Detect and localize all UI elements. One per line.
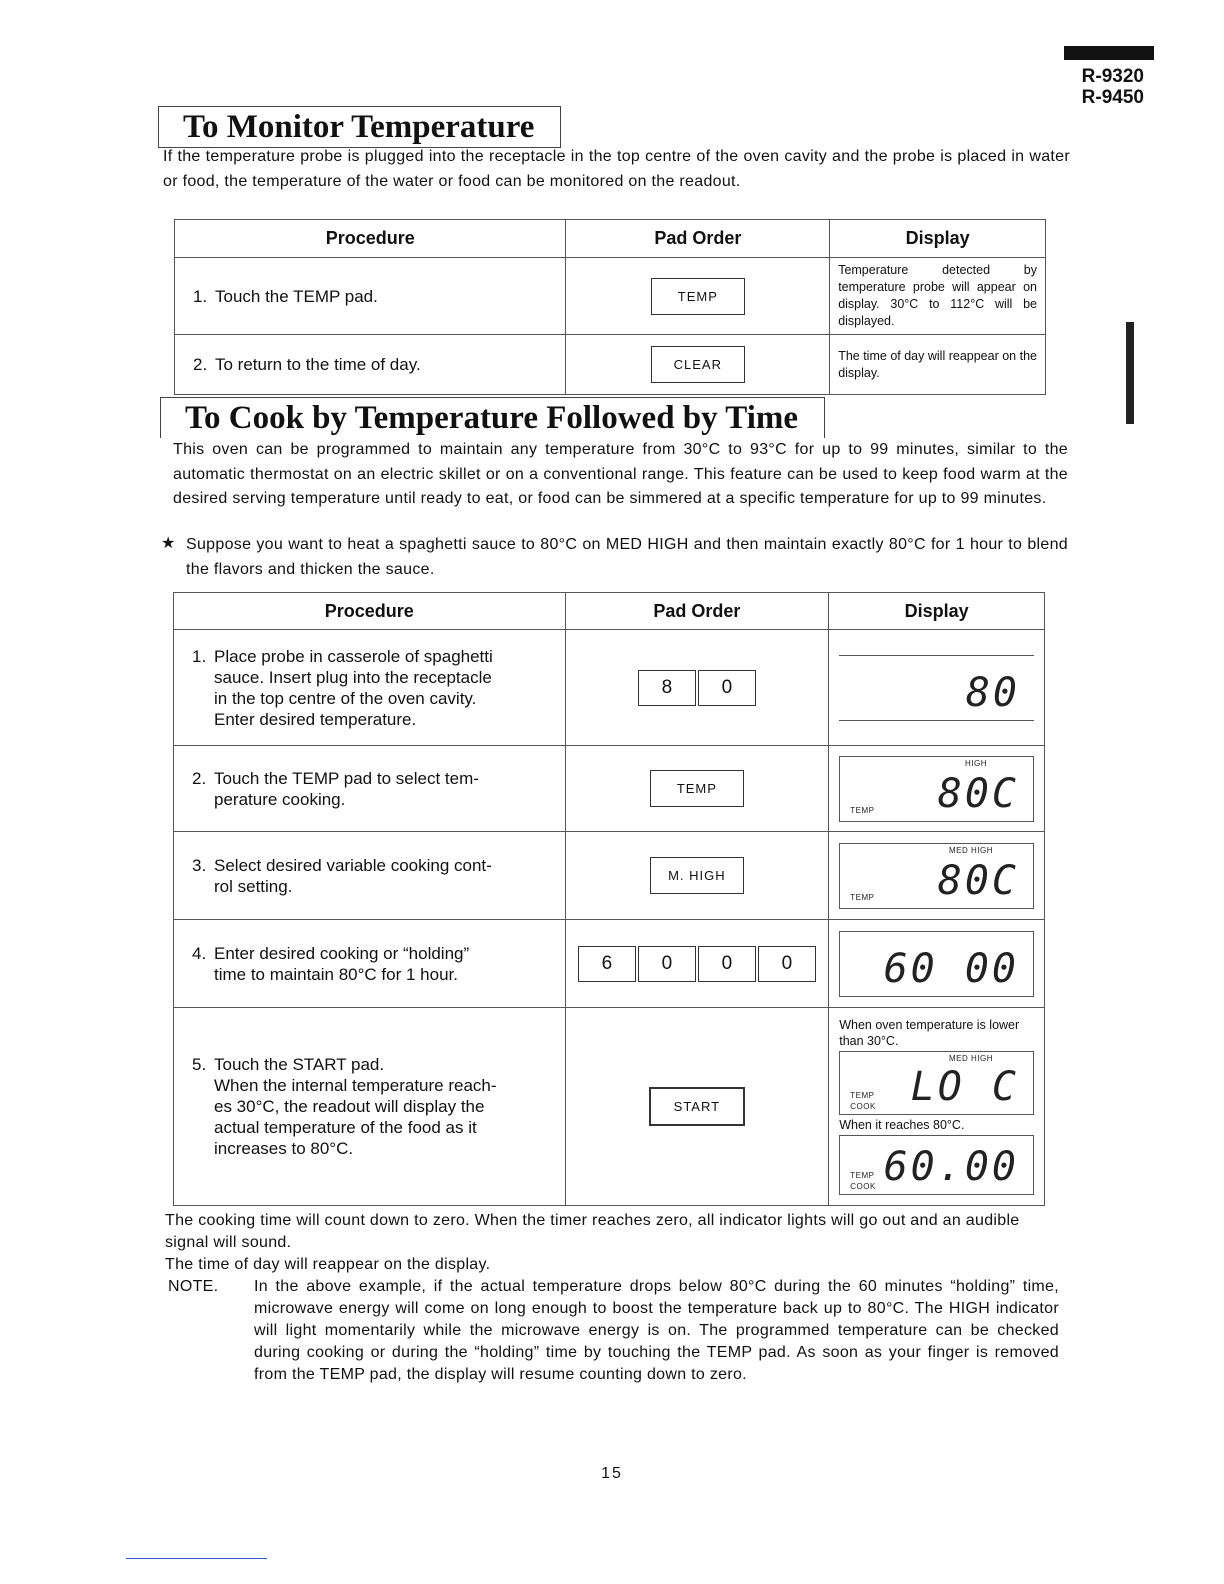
number-pad-0[interactable]: 0 — [698, 946, 756, 982]
monitor-temperature-table — [174, 219, 1046, 395]
table-row — [175, 258, 1046, 335]
lcd-display — [839, 931, 1034, 997]
display-description: The time of day will reappear on the display. — [830, 335, 1046, 395]
step-text: To return to the time of day. — [215, 355, 421, 374]
start-pad[interactable]: START — [649, 1087, 745, 1126]
lcd-display-lo — [839, 1051, 1034, 1115]
lcd-readout: 60 00 — [883, 945, 1019, 992]
display-caption-at-80: When it reaches 80°C. — [839, 1117, 965, 1132]
side-thumb-mark — [1126, 322, 1134, 424]
header-black-bar — [1064, 46, 1154, 60]
lcd-display — [839, 843, 1034, 909]
time-of-day-paragraph: The time of day will reappear on the display. — [165, 1256, 491, 1273]
table-row — [174, 630, 1045, 746]
lcd-display — [839, 655, 1034, 721]
lcd-display — [839, 756, 1034, 822]
note-label: NOTE. — [168, 1278, 219, 1295]
step-text: es 30°C, the readout will display the — [214, 1097, 485, 1116]
lcd-readout: LO C — [910, 1063, 1019, 1110]
table-row — [174, 920, 1045, 1008]
lcd-readout: 80C — [937, 857, 1019, 904]
step-text: Touch the START pad. — [214, 1055, 385, 1074]
table-row — [174, 746, 1045, 832]
model-number-1: R-9320 — [1081, 66, 1144, 87]
display-description: Temperature detected by temperature probe will appear on display. 30°C to 112°C will be displayed. — [830, 258, 1046, 335]
step-number: 1. — [193, 286, 208, 306]
col-procedure: Procedure — [174, 593, 566, 630]
lcd-display-counting — [839, 1135, 1034, 1195]
section2-intro: This oven can be programmed to maintain any temperature from 30°C to 93°C for up to 99 minutes, similar to the automatic thermostat on an electric skillet or on a conventional range. This feature can be used to keep food warm at the desired serving temperature until ready to eat, or food can be simmered at a specific temperature for up to 99 minutes. — [173, 441, 1068, 507]
number-pad-0[interactable]: 0 — [698, 670, 756, 706]
col-procedure: Procedure — [175, 220, 566, 258]
section-title-cook-by-temperature: To Cook by Temperature Followed by Time — [160, 397, 825, 438]
med-high-indicator: MED HIGH — [949, 1053, 993, 1063]
med-high-indicator: MED HIGH — [949, 845, 993, 855]
table-row — [174, 1008, 1045, 1206]
page-number: 15 — [601, 1465, 623, 1482]
note-body: In the above example, if the actual temperature drops below 80°C during the 60 minutes “holding” time, microwave energy will come on long enough to boost the temperature back up to 80°C. The HIGH indicator will light momentarily while the microwave energy is on. The programmed temperature can be checked during cooking or during the “holding” time by touching the TEMP pad. As soon as your finger is removed from the TEMP pad, the display will resume counting down to zero. — [254, 1278, 1059, 1383]
col-pad-order: Pad Order — [566, 220, 830, 258]
lcd-readout: 80 — [965, 669, 1020, 716]
step-text: Touch the TEMP pad. — [215, 286, 378, 306]
example-text: Suppose you want to heat a spaghetti sauce to 80°C on MED HIGH and then maintain exactly 80°C for 1 hour to blend the flavors and thicken the sauce. — [186, 536, 1068, 578]
clear-pad[interactable]: CLEAR — [651, 346, 745, 383]
lcd-readout: 60.00 — [883, 1143, 1019, 1190]
step-number: 4. — [192, 943, 207, 963]
step-number: 2. — [193, 355, 208, 374]
model-number-2: R-9450 — [1081, 87, 1144, 108]
cook-indicator: COOK — [850, 1181, 876, 1191]
number-pad-8[interactable]: 8 — [638, 670, 696, 706]
temp-pad[interactable]: TEMP — [650, 770, 744, 807]
footer-line — [126, 1558, 267, 1559]
step-text: Enter desired temperature. — [214, 709, 417, 729]
step-text: Enter desired cooking or “holding” — [214, 943, 470, 963]
col-display: Display — [830, 220, 1046, 258]
temp-indicator: TEMP — [850, 1090, 875, 1100]
step-text: sauce. Insert plug into the receptacle — [214, 667, 492, 687]
step-number: 3. — [192, 855, 207, 875]
step-text: increases to 80°C. — [214, 1139, 354, 1158]
col-display: Display — [829, 593, 1045, 630]
temp-indicator: TEMP — [850, 892, 875, 902]
temp-pad[interactable]: TEMP — [651, 278, 745, 315]
number-pad-0[interactable]: 0 — [758, 946, 816, 982]
step-text: rol setting. — [214, 876, 293, 896]
step-text: When the internal temperature reach- — [214, 1076, 497, 1095]
cook-indicator: COOK — [850, 1101, 876, 1111]
step-text: in the top centre of the oven cavity. — [214, 688, 477, 708]
lcd-readout: 80C — [937, 770, 1019, 817]
number-pad-6[interactable]: 6 — [578, 946, 636, 982]
section-title-monitor-temperature: To Monitor Temperature — [158, 106, 561, 148]
step-text: actual temperature of the food as it — [214, 1118, 477, 1137]
step-text: Place probe in casserole of spaghetti — [214, 646, 493, 666]
step-number: 5. — [192, 1055, 207, 1074]
step-text: time to maintain 80°C for 1 hour. — [214, 964, 458, 984]
cook-by-temperature-table — [173, 592, 1045, 1206]
high-indicator: HIGH — [965, 758, 987, 768]
step-text: Touch the TEMP pad to select tem- — [214, 768, 479, 788]
temp-indicator: TEMP — [850, 1170, 875, 1180]
step-number: 1. — [192, 646, 207, 666]
step-text: Select desired variable cooking cont- — [214, 855, 492, 875]
med-high-pad[interactable]: M. HIGH — [650, 857, 744, 894]
number-pad-0[interactable]: 0 — [638, 946, 696, 982]
step-number: 2. — [192, 768, 207, 788]
step-text: perature cooking. — [214, 789, 346, 809]
col-pad-order: Pad Order — [565, 593, 829, 630]
section1-intro: If the temperature probe is plugged into the receptacle in the top centre of the oven cavity and the probe is placed in water or food, the temperature of the water or food can be monitored on the readout. — [163, 148, 1070, 190]
table-row — [174, 832, 1045, 920]
countdown-paragraph: The cooking time will count down to zero. When the timer reaches zero, all indicator lights will go out and an audible signal will sound. — [165, 1212, 1020, 1251]
table-row — [175, 335, 1046, 395]
star-bullet: ★ — [161, 535, 176, 552]
display-caption-below-30: When oven temperature is lower than 30°C. — [839, 1017, 1020, 1048]
temp-indicator: TEMP — [850, 805, 875, 815]
